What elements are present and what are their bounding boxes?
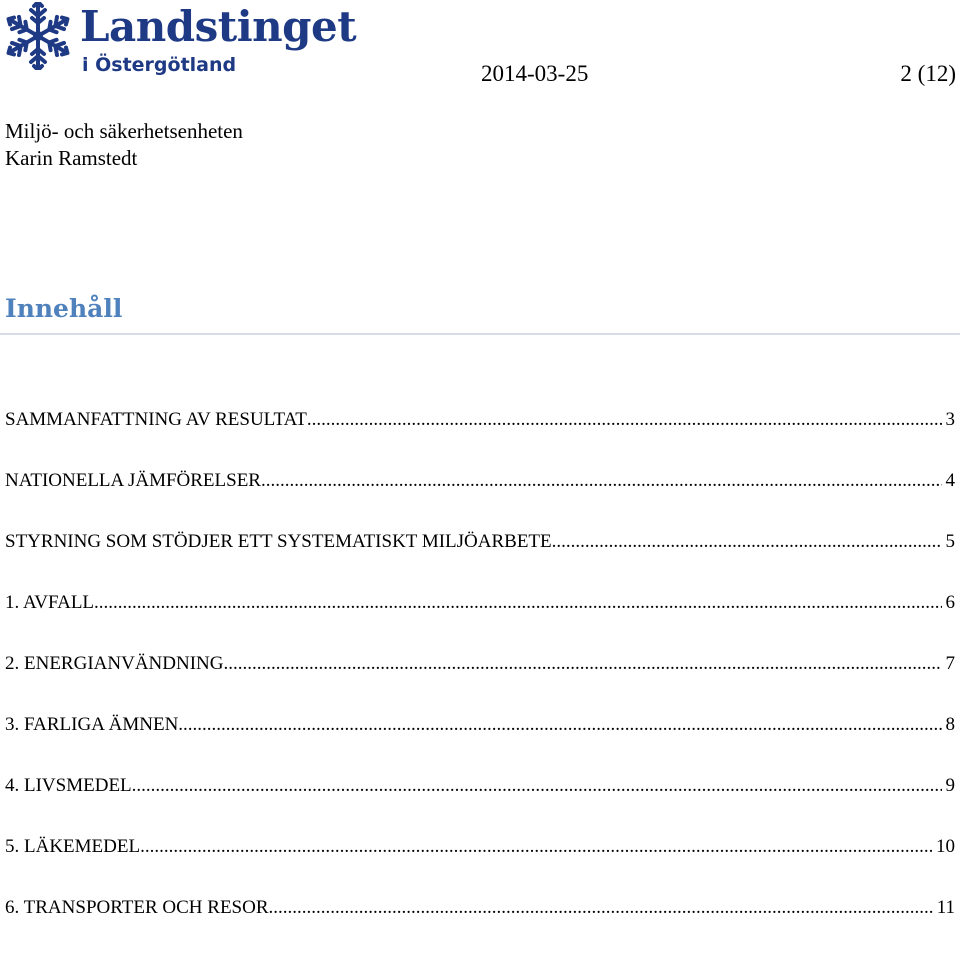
dot-leader <box>132 773 942 799</box>
dot-leader <box>261 468 942 494</box>
dot-leader <box>269 895 933 921</box>
logo-subtitle: i Östergötland <box>82 54 237 76</box>
toc-entry-page: 4 <box>945 470 955 491</box>
toc-entry-page: 11 <box>936 897 955 918</box>
department-block <box>5 118 243 172</box>
toc-entry-title: 6. TRANSPORTER OCH RESOR <box>5 897 269 918</box>
toc-entry-page: 7 <box>945 653 955 674</box>
page-indicator: 2 (12) <box>900 61 956 86</box>
toc-entry-title: NATIONELLA JÄMFÖRELSER <box>5 470 261 491</box>
dot-leader <box>94 590 941 616</box>
toc-entry-page: 5 <box>945 531 955 552</box>
toc-entry-page: 9 <box>945 775 955 796</box>
toc-entry[interactable] <box>5 834 955 895</box>
dot-leader <box>178 712 941 738</box>
toc-entry-page: 6 <box>945 592 955 613</box>
toc-entry[interactable] <box>5 651 955 712</box>
toc-entry-title: STYRNING SOM STÖDJER ETT SYSTEMATISKT MILJÖARBETE <box>5 531 552 552</box>
snowflake-emblem-icon <box>4 2 72 70</box>
department-unit: Miljö- och säkerhetsenheten <box>5 119 243 143</box>
toc-entry-page: 3 <box>945 409 955 430</box>
toc-entry-title: 3. FARLIGA ÄMNEN <box>5 714 179 735</box>
toc-entry[interactable] <box>5 529 955 590</box>
toc-entry-title: SAMMANFATTNING AV RESULTAT <box>5 409 307 430</box>
dot-leader <box>223 651 941 677</box>
author-name: Karin Ramstedt <box>5 146 138 170</box>
toc-entry[interactable] <box>5 468 955 529</box>
toc-entry-title: 1. AVFALL <box>5 592 95 613</box>
toc-entry[interactable] <box>5 590 955 651</box>
toc-entry-page: 8 <box>945 714 955 735</box>
heading-divider <box>0 333 960 335</box>
toc-heading: Innehåll <box>5 294 123 323</box>
logo-wordmark: Landstinget <box>80 2 357 51</box>
toc-entry-title: 4. LIVSMEDEL <box>5 775 132 796</box>
toc-entry[interactable] <box>5 773 955 834</box>
organization-logo <box>4 2 357 78</box>
toc-entry[interactable] <box>5 712 955 773</box>
dot-leader <box>307 407 942 433</box>
toc-entry[interactable] <box>5 895 955 956</box>
toc-entry-title: 5. LÄKEMEDEL <box>5 836 141 857</box>
toc-entry-title: 2. ENERGIANVÄNDNING <box>5 653 224 674</box>
table-of-contents <box>5 407 955 956</box>
document-date: 2014-03-25 <box>481 61 589 86</box>
dot-leader <box>552 529 942 555</box>
toc-entry-page: 10 <box>936 836 955 857</box>
toc-entry[interactable] <box>5 407 955 468</box>
dot-leader <box>140 834 932 860</box>
